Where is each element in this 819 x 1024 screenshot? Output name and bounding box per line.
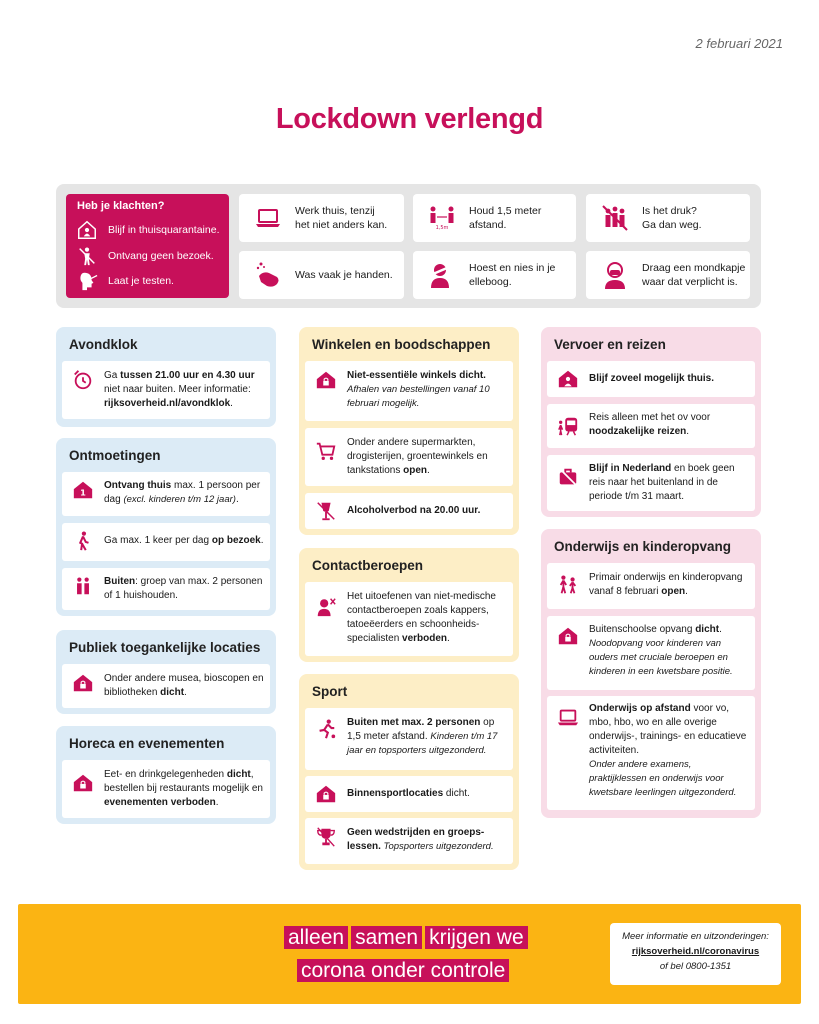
measure-text: tussen 21.00 uur en 4.30 uur bbox=[120, 370, 255, 381]
measure-text: Ga bbox=[104, 370, 121, 381]
measure-text: voor vo, mbo, hbo, wo en alle overige onderwijs-, trainings- en educatieve activiteiten. bbox=[589, 703, 747, 756]
measure-card bbox=[547, 696, 755, 810]
tip-wear-mask bbox=[586, 251, 750, 299]
measure-text: dicht bbox=[160, 687, 185, 698]
tip-line: Was vaak je handen. bbox=[295, 269, 393, 281]
tip-line: afstand. bbox=[469, 219, 507, 231]
measure-card bbox=[547, 361, 755, 397]
measure-card bbox=[62, 664, 270, 708]
tip-line: Werk thuis, tenzij bbox=[295, 205, 375, 217]
section-title: Winkelen en boodschappen bbox=[312, 337, 491, 352]
tip-keep-distance bbox=[413, 194, 576, 242]
measure-text: rijksoverheid.nl/avondklok bbox=[104, 398, 231, 409]
measure-text: . bbox=[260, 535, 264, 546]
measure-text: Onder andere examens, praktijklessen en onderwijs voor kwetsbare leerlingen uitgezonderd. bbox=[589, 759, 737, 798]
house-lock-icon bbox=[315, 783, 337, 805]
tip-wash-hands bbox=[239, 251, 404, 299]
measure-text: , bestellen bij restaurants mogelijk en bbox=[104, 769, 263, 794]
measure-text: dicht bbox=[226, 769, 251, 780]
laptop-icon bbox=[253, 203, 283, 233]
measure-text: Primair onderwijs en kinderopvang vanaf 8 februari bbox=[589, 572, 743, 597]
tip-cough-elbow bbox=[413, 251, 576, 299]
measure-text: noodzakelijke reizen bbox=[589, 426, 687, 437]
section-sport bbox=[299, 674, 519, 870]
measure-text: evenementen verboden bbox=[104, 797, 216, 808]
slogan-word: corona onder controle bbox=[297, 959, 509, 982]
slogan-word: krijgen we bbox=[425, 926, 528, 949]
section-title: Horeca en evenementen bbox=[69, 736, 225, 751]
measure-card bbox=[305, 818, 513, 864]
measure-text: Buitenschoolse opvang bbox=[589, 624, 696, 635]
measure-text: op bezoek bbox=[211, 535, 261, 546]
slogan-word: samen bbox=[351, 926, 422, 949]
measure-text: Noodopvang voor kinderen van ouders met cruciale beroepen en kinderen in een kwetsbare positie. bbox=[589, 638, 733, 677]
info-label: Meer informatie en uitzonderingen: bbox=[622, 931, 769, 942]
page-title: Lockdown verlengd bbox=[275, 103, 544, 135]
measure-text: dicht bbox=[695, 624, 720, 635]
section-title: Contactberoepen bbox=[312, 558, 424, 573]
measure-text: : groep van max. 2 personen of 1 huishouden. bbox=[104, 576, 263, 601]
house-person-icon bbox=[76, 219, 98, 241]
more-info-box bbox=[610, 923, 781, 985]
measure-text: . bbox=[427, 465, 430, 476]
tip-work-from-home bbox=[239, 194, 404, 242]
section-ontmoetingen bbox=[56, 438, 276, 616]
measure-text: max. 1 persoon per dag bbox=[104, 480, 261, 505]
info-phone: of bel 0800-1351 bbox=[659, 961, 732, 972]
section-winkelen bbox=[299, 327, 519, 535]
complaints-title: Heb je klachten? bbox=[77, 200, 165, 212]
measure-card bbox=[305, 582, 513, 656]
tip-line: elleboog. bbox=[469, 276, 512, 288]
sneeze-icon bbox=[427, 260, 457, 290]
svg-text:1,5m: 1,5m bbox=[435, 225, 449, 231]
measure-text: niet naar buiten. Meer informatie: bbox=[104, 384, 251, 395]
house-lock-icon bbox=[315, 369, 337, 391]
tip-line: Ga dan weg. bbox=[642, 219, 702, 231]
measure-text: Onder andere musea, bioscopen en bibliotheken bbox=[104, 673, 264, 698]
complaint-text: Laat je testen. bbox=[108, 275, 174, 287]
slogan-word: alleen bbox=[284, 926, 348, 949]
measure-text: Onderwijs op afstand bbox=[589, 703, 691, 714]
measure-text: . bbox=[447, 633, 450, 644]
complaint-item bbox=[76, 245, 214, 267]
tip-line: Houd 1,5 meter bbox=[469, 205, 542, 217]
section-horeca bbox=[56, 726, 276, 824]
measure-text: dicht. bbox=[443, 788, 470, 799]
tip-line: Draag een mondkapje bbox=[642, 262, 746, 274]
measure-card bbox=[547, 616, 755, 690]
svg-text:1: 1 bbox=[80, 487, 86, 498]
measure-text: open bbox=[403, 465, 428, 476]
measure-card bbox=[547, 455, 755, 511]
house-person-icon bbox=[557, 368, 579, 390]
measure-text: . bbox=[686, 426, 690, 437]
measure-text: op 1,5 meter afstand. bbox=[347, 717, 495, 742]
measure-text: Topsporters uitgezonderd. bbox=[380, 841, 494, 852]
measure-text: Reis alleen met het ov voor bbox=[589, 412, 711, 423]
measure-text: Onder andere supermarkten, drogisterijen, groentewinkels en tankstations bbox=[347, 437, 488, 476]
measure-text: Ga max. 1 keer per dag bbox=[104, 535, 212, 546]
measure-text: Buiten bbox=[104, 576, 136, 587]
measure-text: . bbox=[184, 687, 187, 698]
section-title: Vervoer en reizen bbox=[554, 337, 666, 352]
complaint-text: Blijf in thuisquarantaine. bbox=[108, 224, 220, 236]
no-alcohol-icon bbox=[315, 500, 337, 522]
measure-text: Blijf zoveel mogelijk thuis. bbox=[589, 373, 715, 384]
measure-text: Alcoholverbod na 20.00 uur. bbox=[347, 505, 481, 516]
measure-text: Niet-essentiële winkels dicht. bbox=[347, 370, 486, 381]
slogan-line-2 bbox=[297, 959, 512, 983]
measure-text: en boek geen reis naar het buitenland in de periode t/m 31 maart. bbox=[589, 463, 735, 502]
section-title: Publiek toegankelijke locaties bbox=[69, 640, 261, 655]
house-lock-icon bbox=[72, 772, 94, 794]
measure-text: Kinderen t/m 17 jaar en topsporters uitgezonderd. bbox=[347, 731, 498, 756]
section-title: Avondklok bbox=[69, 337, 138, 352]
measure-text: . bbox=[685, 586, 688, 597]
publication-date: 2 februari 2021 bbox=[695, 36, 783, 51]
distance-icon bbox=[427, 203, 457, 233]
shopping-cart-icon bbox=[315, 440, 337, 462]
slogan-line-1 bbox=[284, 926, 531, 950]
info-link[interactable]: rijksoverheid.nl/coronavirus bbox=[631, 946, 760, 957]
runner-icon bbox=[315, 718, 337, 740]
measure-text: . bbox=[719, 624, 722, 635]
hairdresser-icon bbox=[315, 596, 337, 618]
measure-text: Eet- en drinkgelegenheden bbox=[104, 769, 227, 780]
no-suitcase-icon bbox=[557, 466, 579, 488]
measure-card bbox=[62, 523, 270, 561]
measure-card bbox=[62, 568, 270, 610]
no-trophy-icon bbox=[315, 826, 337, 848]
measure-card bbox=[62, 361, 270, 419]
section-publiek bbox=[56, 630, 276, 714]
measure-text: Ontvang thuis bbox=[104, 480, 172, 491]
measure-text: . bbox=[230, 398, 233, 409]
measure-card bbox=[547, 404, 755, 448]
walking-person-icon bbox=[72, 530, 94, 552]
tip-line: waar dat verplicht is. bbox=[642, 276, 738, 288]
test-icon bbox=[76, 270, 98, 292]
measure-card bbox=[305, 361, 513, 421]
alarm-clock-icon bbox=[72, 369, 94, 391]
children-icon bbox=[557, 574, 579, 596]
measure-text: Binnensportlocaties bbox=[347, 788, 444, 799]
measure-text: (excl. kinderen t/m 12 jaar) bbox=[123, 494, 236, 505]
measure-text: . bbox=[235, 494, 239, 505]
house-one-icon bbox=[72, 479, 94, 501]
tip-line: het niet anders kan. bbox=[295, 219, 388, 231]
mask-icon bbox=[600, 260, 630, 290]
measure-text: Geen wedstrijden en groeps-lessen. bbox=[347, 827, 485, 852]
measure-card bbox=[305, 428, 513, 486]
wash-hands-icon bbox=[253, 260, 283, 290]
measure-text: Buiten met max. 2 personen bbox=[347, 717, 481, 728]
measure-text: Blijf in Nederland bbox=[589, 463, 672, 474]
complaint-text: Ontvang geen bezoek. bbox=[108, 250, 214, 262]
measure-card bbox=[62, 472, 270, 516]
complaint-item bbox=[76, 270, 174, 292]
tip-line: Hoest en nies in je bbox=[469, 262, 556, 274]
measure-card bbox=[305, 493, 513, 529]
complaints-box bbox=[66, 194, 229, 298]
tip-avoid-crowds bbox=[586, 194, 750, 242]
group-icon bbox=[72, 575, 94, 597]
section-title: Ontmoetingen bbox=[69, 448, 161, 463]
no-visit-icon bbox=[76, 245, 98, 267]
measure-card bbox=[305, 708, 513, 770]
complaint-item bbox=[76, 219, 220, 241]
measure-card bbox=[547, 563, 755, 609]
measure-card bbox=[62, 760, 270, 818]
house-lock-icon bbox=[557, 625, 579, 647]
section-avondklok bbox=[56, 327, 276, 427]
section-title: Onderwijs en kinderopvang bbox=[554, 539, 732, 554]
measure-card bbox=[305, 776, 513, 812]
measure-text: verboden bbox=[402, 633, 448, 644]
measure-text: Afhalen van bestellingen vanaf 10 februari mogelijk. bbox=[347, 384, 490, 409]
tip-line: Is het druk? bbox=[642, 205, 697, 217]
house-lock-icon bbox=[72, 672, 94, 694]
section-vervoer bbox=[541, 327, 761, 517]
slogan-banner bbox=[18, 904, 801, 1004]
section-onderwijs bbox=[541, 529, 761, 818]
section-title: Sport bbox=[312, 684, 348, 699]
section-contactberoepen bbox=[299, 548, 519, 662]
train-person-icon bbox=[557, 415, 579, 437]
measure-text: open bbox=[661, 586, 686, 597]
measure-text: Het uitoefenen van niet-medische contactberoepen zoals kappers, tatoeëerders en schoonheids-specialisten bbox=[347, 591, 496, 644]
crowd-icon bbox=[600, 203, 630, 233]
laptop-icon bbox=[557, 706, 579, 728]
measure-text: . bbox=[215, 797, 219, 808]
